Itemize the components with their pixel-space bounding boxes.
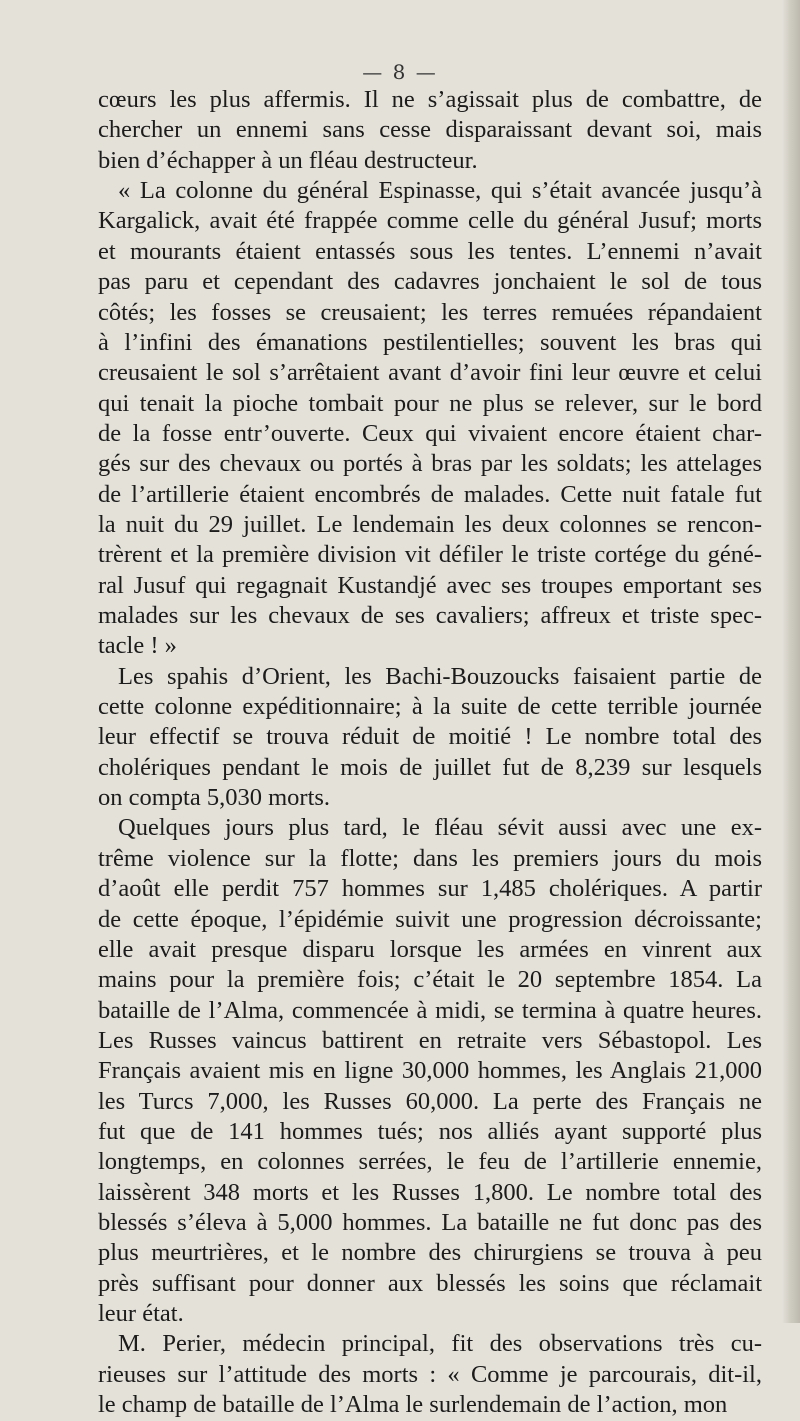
text-line: de la fosse entr’ouverte. Ceux qui vivaient encore étaient char- <box>98 419 762 447</box>
text-line: bataille de l’Alma, commencée à midi, se termina à quatre heures. <box>98 996 762 1024</box>
text-line: Quelques jours plus tard, le fléau sévit aussi avec une ex- <box>118 814 762 842</box>
text-line: trême violence sur la flotte; dans les premiers jours du mois <box>98 844 762 872</box>
text-line: blessés s’éleva à 5,000 hommes. La bataille ne fut donc pas des <box>98 1209 762 1236</box>
text-line: fut que de 141 hommes tués; nos alliés ayant supporté plus <box>98 1117 762 1145</box>
text-line: rieuses sur l’attitude des morts : « Comme je parcourais, dit-il, <box>98 1360 762 1388</box>
text-line: leur effectif se trouva réduit de moitié ! Le nombre total des <box>98 723 762 751</box>
text-line: chercher un ennemi sans cesse disparaissant devant soi, mais <box>98 116 762 144</box>
text-line: trèrent et la première division vit défiler le triste cortége du géné- <box>98 541 762 569</box>
text-line: cœurs les plus affermis. Il ne s’agissait plus de combattre, de <box>98 86 762 113</box>
text-line: le champ de bataille de l’Alma le surlendemain de l’action, mon <box>98 1391 728 1418</box>
text-line: près suffisant pour donner aux blessés les soins que réclamait <box>98 1269 762 1297</box>
text-line: M. Perier, médecin principal, fit des observations très cu- <box>118 1330 762 1358</box>
text-line: de cette époque, l’épidémie suivit une progression décroissante; <box>98 905 762 933</box>
text-line: pas paru et cependant des cadavres jonchaient le sol de tous <box>98 268 762 296</box>
text-line: gés sur des chevaux ou portés à bras par les soldats; les attelages <box>98 450 762 478</box>
text-line: cette colonne expéditionnaire; à la suite de cette terrible journée <box>98 693 762 720</box>
text-line: elle avait presque disparu lorsque les armées en vinrent aux <box>98 935 762 963</box>
text-line: Les spahis d’Orient, les Bachi-Bouzoucks faisaient partie de <box>118 662 762 690</box>
text-line: et mourants étaient entassés sous les tentes. L’ennemi n’avait <box>98 237 762 265</box>
text-line: bien d’échapper à un fléau destructeur. <box>98 146 478 174</box>
text-line: creusaient le sol s’arrêtaient avant d’avoir fini leur œuvre et celui <box>98 359 762 387</box>
text-line: cholériques pendant le mois de juillet fut de 8,239 sur lesquels <box>98 753 762 781</box>
text-line: à l’infini des émanations pestilentielles; souvent les bras qui <box>98 328 762 356</box>
text-line: ral Jusuf qui regagnait Kustandjé avec ses troupes emportant ses <box>98 571 762 599</box>
text-line: plus meurtrières, et le nombre des chirurgiens se trouva à peu <box>98 1239 762 1267</box>
text-line: malades sur les chevaux de ses cavaliers; affreux et triste spec- <box>98 602 762 629</box>
text-line: qui tenait la pioche tombait pour ne plus se relever, sur le bord <box>98 389 762 417</box>
text-line: leur état. <box>98 1300 184 1327</box>
text-line: on compta 5,030 morts. <box>98 784 331 812</box>
text-line: les Turcs 7,000, les Russes 60,000. La perte des Français ne <box>98 1087 762 1115</box>
text-line: la nuit du 29 juillet. Le lendemain les deux colonnes se rencon- <box>98 510 762 538</box>
text-line: de l’artillerie étaient encombrés de malades. Cette nuit fatale fut <box>98 480 762 508</box>
page-edge-shadow <box>782 0 800 1323</box>
text-line: Français avaient mis en ligne 30,000 hommes, les Anglais 21,000 <box>98 1057 762 1085</box>
text-line: longtemps, en colonnes serrées, le feu de l’artillerie ennemie, <box>98 1148 762 1176</box>
text-line: tacle ! » <box>98 632 177 660</box>
text-line: côtés; les fosses se creusaient; les terres remuées répandaient <box>98 298 762 326</box>
text-line: d’août elle perdit 757 hommes sur 1,485 cholériques. A partir <box>98 875 762 903</box>
text-line: laissèrent 348 morts et les Russes 1,800. Le nombre total des <box>98 1178 762 1206</box>
text-line: Les Russes vaincus battirent en retraite vers Sébastopol. Les <box>98 1026 762 1054</box>
text-line: Kargalick, avait été frappée comme celle du général Jusuf; morts <box>98 207 762 235</box>
text-line: mains pour la première fois; c’était le 20 septembre 1854. La <box>98 966 762 994</box>
text-line: « La colonne du général Espinasse, qui s’était avancée jusqu’à <box>118 177 762 205</box>
page-number: — 8 — <box>362 60 438 84</box>
